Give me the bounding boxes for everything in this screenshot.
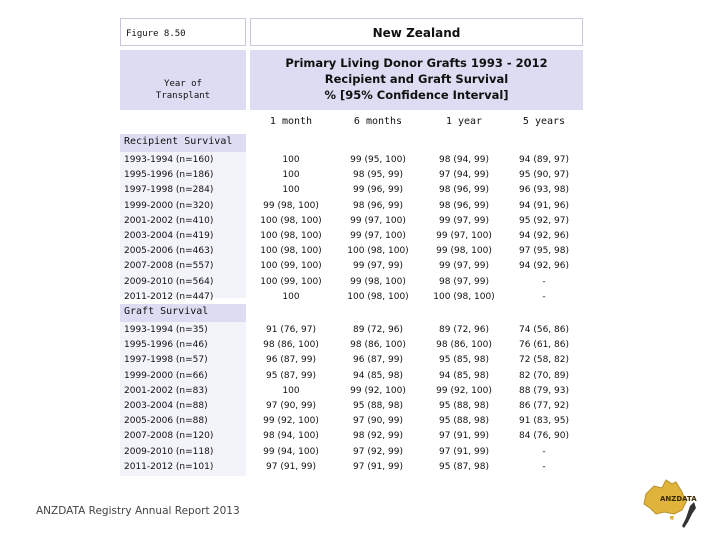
logo-text: ANZDATA	[660, 495, 697, 503]
recipient-row	[0, 244, 720, 258]
one-year-cell: 98 (86, 100)	[436, 340, 492, 351]
one-year-cell: 95 (87, 98)	[439, 461, 489, 472]
one-year-cell: 97 (91, 99)	[439, 446, 489, 457]
five-years-cell: -	[542, 446, 546, 457]
one-month-cell: 99 (92, 100)	[263, 416, 319, 427]
five-years-cell: 94 (91, 96)	[519, 200, 569, 211]
recipient-section-label: Recipient Survival	[124, 136, 233, 147]
one-year-cell: 99 (97, 100)	[436, 231, 492, 241]
one-month-cell: 100	[282, 291, 300, 302]
one-month-cell: 91 (76, 97)	[266, 325, 316, 335]
five-years-cell: 94 (92, 96)	[519, 261, 569, 272]
five-years-cell: 91 (83, 95)	[519, 416, 569, 427]
six-months-cell: 97 (92, 99)	[353, 446, 403, 457]
one-month-cell: 100 (98, 100)	[260, 215, 322, 226]
column-header-5-years: 5 years	[522, 116, 566, 127]
one-year-cell: 98 (96, 99)	[439, 185, 489, 196]
graft-row	[0, 338, 720, 352]
graft-row	[0, 414, 720, 428]
six-months-cell: 98 (95, 99)	[353, 170, 403, 181]
year-cell: 2007-2008 (n=557)	[124, 261, 214, 272]
graft-row	[0, 384, 720, 398]
graft-row	[0, 369, 720, 383]
one-year-cell: 98 (96, 99)	[439, 200, 489, 211]
recipient-row	[0, 290, 720, 304]
six-months-cell: 98 (96, 99)	[353, 200, 403, 211]
title-line-1: Primary Living Donor Grafts 1993 - 2012	[285, 56, 548, 70]
year-cell: 2011-2012 (n=447)	[124, 291, 214, 302]
anzdata-logo	[640, 472, 702, 536]
year-cell: 2003-2004 (n=419)	[124, 231, 214, 241]
one-month-cell: 99 (98, 100)	[263, 200, 319, 211]
one-month-cell: 100 (99, 100)	[260, 276, 322, 287]
graft-row	[0, 460, 720, 474]
figure-label: Figure 8.50	[126, 29, 186, 39]
one-month-cell: 95 (87, 99)	[266, 370, 316, 381]
australia-nz-map-icon	[640, 472, 702, 532]
six-months-cell: 99 (92, 100)	[350, 385, 406, 396]
year-cell: 1997-1998 (n=284)	[124, 185, 214, 196]
five-years-cell: 94 (92, 96)	[519, 231, 569, 241]
one-year-cell: 99 (97, 99)	[439, 215, 489, 226]
one-month-cell: 100 (98, 100)	[260, 246, 322, 257]
six-months-cell: 99 (97, 99)	[353, 261, 403, 272]
five-years-cell: 94 (89, 97)	[519, 155, 569, 165]
footer-text: ANZDATA Registry Annual Report 2013	[36, 505, 240, 517]
five-years-cell: 86 (77, 92)	[519, 401, 569, 411]
recipient-row	[0, 275, 720, 289]
one-month-cell: 100 (99, 100)	[260, 261, 322, 272]
one-month-cell: 98 (86, 100)	[263, 340, 319, 351]
year-cell: 1995-1996 (n=186)	[124, 170, 214, 181]
one-year-cell: 95 (88, 98)	[439, 416, 489, 427]
six-months-cell: 94 (85, 98)	[353, 370, 403, 381]
row-header-line-2: Transplant	[155, 91, 211, 101]
one-year-cell: 100 (98, 100)	[433, 291, 495, 302]
six-months-cell: 97 (90, 99)	[353, 416, 403, 427]
year-cell: 2005-2006 (n=463)	[124, 246, 214, 257]
graft-row	[0, 445, 720, 459]
year-cell: 2009-2010 (n=118)	[124, 446, 214, 457]
five-years-cell: 97 (95, 98)	[519, 246, 569, 257]
year-cell: 2001-2002 (n=83)	[124, 385, 208, 396]
six-months-cell: 97 (91, 99)	[353, 461, 403, 472]
year-cell: 1995-1996 (n=46)	[124, 340, 208, 351]
six-months-cell: 99 (97, 100)	[350, 231, 406, 241]
recipient-row	[0, 168, 720, 182]
column-header-1-year: 1 year	[445, 116, 483, 127]
year-cell: 2009-2010 (n=564)	[124, 276, 214, 287]
one-month-cell: 97 (91, 99)	[266, 461, 316, 472]
one-year-cell: 99 (98, 100)	[436, 246, 492, 257]
year-cell: 1999-2000 (n=320)	[124, 200, 214, 211]
recipient-row	[0, 183, 720, 197]
one-year-cell: 97 (94, 99)	[439, 170, 489, 181]
year-cell: 2005-2006 (n=88)	[124, 416, 208, 427]
recipient-row	[0, 153, 720, 167]
five-years-cell: 74 (56, 86)	[519, 325, 569, 335]
six-months-cell: 99 (97, 100)	[350, 215, 406, 226]
six-months-cell: 89 (72, 96)	[353, 325, 403, 335]
graft-row	[0, 399, 720, 413]
six-months-cell: 95 (88, 98)	[353, 401, 403, 411]
one-year-cell: 98 (94, 99)	[439, 155, 489, 165]
one-month-cell: 100	[282, 385, 300, 396]
one-year-cell: 99 (92, 100)	[436, 385, 492, 396]
one-year-cell: 94 (85, 98)	[439, 370, 489, 381]
one-year-cell: 89 (72, 96)	[439, 325, 489, 335]
five-years-cell: -	[542, 461, 546, 472]
five-years-cell: 95 (90, 97)	[519, 170, 569, 181]
six-months-cell: 98 (92, 99)	[353, 431, 403, 442]
one-month-cell: 100 (98, 100)	[260, 231, 322, 241]
six-months-cell: 99 (96, 99)	[353, 185, 403, 196]
one-year-cell: 99 (97, 99)	[439, 261, 489, 272]
six-months-cell: 100 (98, 100)	[347, 246, 409, 257]
one-month-cell: 100	[282, 170, 300, 181]
one-month-cell: 96 (87, 99)	[266, 355, 316, 366]
recipient-row	[0, 259, 720, 273]
graft-row	[0, 353, 720, 367]
column-header-1-month: 1 month	[269, 116, 313, 127]
graft-row	[0, 323, 720, 337]
row-header-line-1: Year of	[164, 79, 202, 89]
year-cell: 1993-1994 (n=160)	[124, 155, 214, 165]
year-cell: 2001-2002 (n=410)	[124, 215, 214, 226]
recipient-row	[0, 229, 720, 243]
row-header	[120, 78, 246, 102]
title-line-3: % [95% Confidence Interval]	[324, 88, 509, 102]
one-month-cell: 98 (94, 100)	[263, 431, 319, 442]
one-month-cell: 97 (90, 99)	[266, 401, 316, 411]
five-years-cell: 76 (61, 86)	[519, 340, 569, 351]
year-cell: 1997-1998 (n=57)	[124, 355, 208, 366]
year-cell: 2007-2008 (n=120)	[124, 431, 214, 442]
table-title	[250, 55, 583, 103]
graft-section-label: Graft Survival	[124, 306, 209, 317]
five-years-cell: -	[542, 276, 546, 287]
five-years-cell: 82 (70, 89)	[519, 370, 569, 381]
six-months-cell: 99 (95, 100)	[350, 155, 406, 165]
six-months-cell: 100 (98, 100)	[347, 291, 409, 302]
five-years-cell: 72 (58, 82)	[519, 355, 569, 366]
year-cell: 2003-2004 (n=88)	[124, 401, 208, 411]
recipient-row	[0, 214, 720, 228]
year-cell: 2011-2012 (n=101)	[124, 461, 214, 472]
one-year-cell: 95 (88, 98)	[439, 401, 489, 411]
one-month-cell: 100	[282, 155, 300, 165]
six-months-cell: 96 (87, 99)	[353, 355, 403, 366]
column-header-6-months: 6 months	[353, 116, 403, 127]
six-months-cell: 99 (98, 100)	[350, 276, 406, 287]
five-years-cell: 95 (92, 97)	[519, 215, 569, 226]
one-month-cell: 99 (94, 100)	[263, 446, 319, 457]
one-year-cell: 97 (91, 99)	[439, 431, 489, 442]
country-heading: New Zealand	[250, 18, 583, 46]
five-years-cell: 96 (93, 98)	[519, 185, 569, 196]
five-years-cell: -	[542, 291, 546, 302]
title-line-2: Recipient and Graft Survival	[324, 72, 509, 86]
five-years-cell: 84 (76, 90)	[519, 431, 569, 442]
graft-row	[0, 429, 720, 443]
five-years-cell: 88 (79, 93)	[519, 385, 569, 396]
one-year-cell: 98 (97, 99)	[439, 276, 489, 287]
recipient-row	[0, 199, 720, 213]
year-cell: 1993-1994 (n=35)	[124, 325, 208, 335]
year-cell: 1999-2000 (n=66)	[124, 370, 208, 381]
one-year-cell: 95 (85, 98)	[439, 355, 489, 366]
one-month-cell: 100	[282, 185, 300, 196]
six-months-cell: 98 (86, 100)	[350, 340, 406, 351]
